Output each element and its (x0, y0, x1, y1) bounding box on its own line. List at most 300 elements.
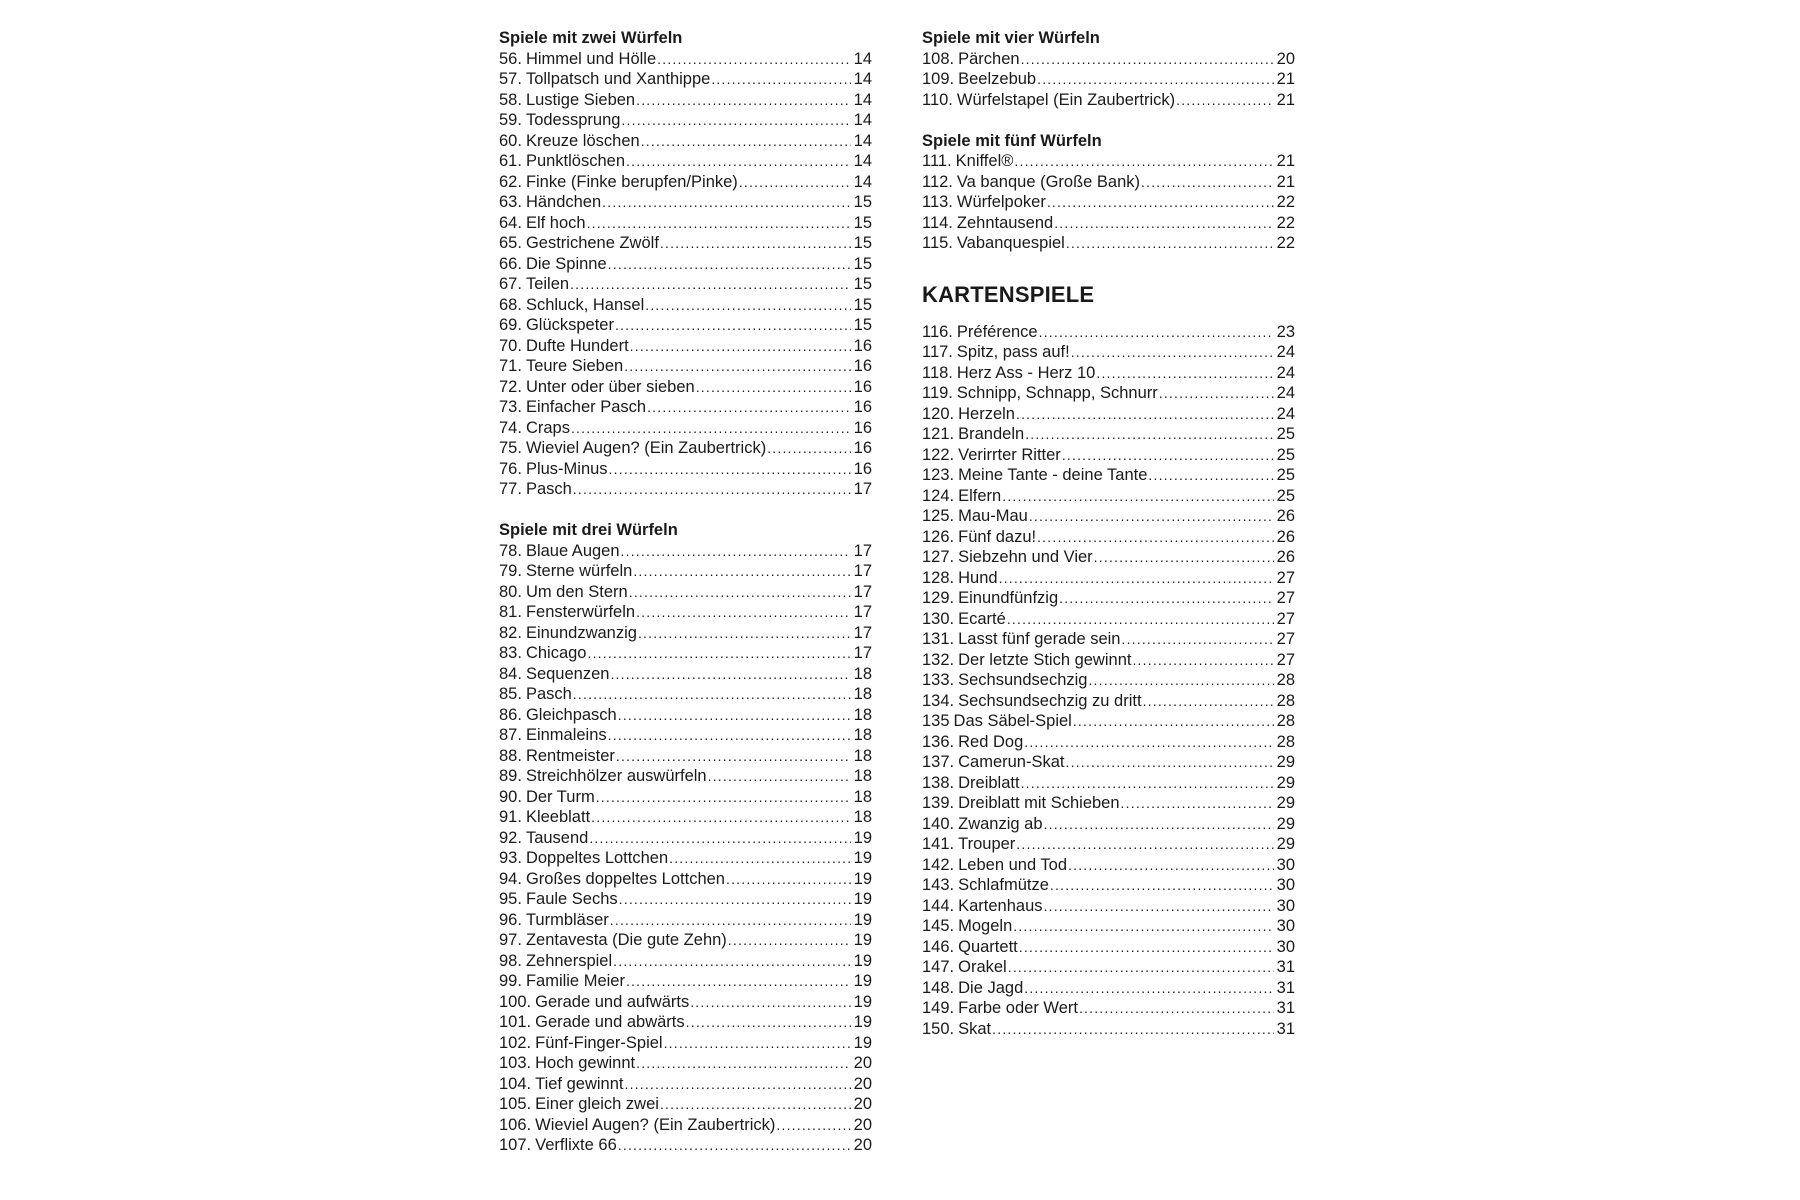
entry-number: 88. (499, 746, 522, 765)
entry-title: Herz Ass - Herz 10 (956, 363, 1096, 382)
entry-page-number: 18 (853, 767, 872, 785)
entry-title: Einundzwanzig (525, 623, 637, 642)
entry-number: 81. (499, 603, 522, 621)
dot-leader (616, 746, 851, 767)
entry-number: 65. (499, 234, 522, 252)
toc-entry (922, 752, 1295, 773)
entry-page-number: 16 (853, 398, 872, 416)
entry-number: 122. (922, 445, 955, 464)
entry-title: Rentmeister (525, 746, 615, 765)
entry-page-number: 24 (1276, 404, 1295, 423)
toc-entry (499, 623, 872, 644)
entry-page-number: 19 (853, 910, 872, 929)
entry-title: Quartett (958, 937, 1018, 956)
toc-section-spiele-mit-drei-wuerfeln (499, 520, 872, 1156)
dot-leader (696, 377, 851, 398)
chapter-heading: KARTENSPIELE (922, 281, 1095, 307)
entry-title: Unter oder über sieben (525, 377, 695, 396)
toc-entry (922, 322, 1295, 343)
dot-leader (613, 951, 850, 972)
entry-title: Familie Meier (525, 972, 625, 990)
entry-number: 93. (499, 849, 522, 867)
entry-number: 137. (922, 753, 955, 771)
entry-number: 74. (499, 418, 522, 437)
entry-number: 58. (499, 90, 522, 109)
entry-page-number: 22 (1276, 213, 1295, 232)
toc-entry (922, 151, 1295, 172)
entry-number: 111. (922, 152, 952, 170)
entry-page-number: 17 (853, 541, 872, 560)
dot-leader (596, 787, 851, 808)
entry-page-number: 31 (1276, 958, 1295, 976)
toc-entry (499, 233, 872, 254)
entry-page-number: 14 (853, 172, 872, 191)
entry-page-number: 21 (1276, 70, 1295, 88)
toc-entry (499, 910, 872, 931)
entry-number: 94. (499, 869, 522, 888)
entry-page-number: 29 (1276, 773, 1295, 792)
entry-title: Einer gleich zwei (535, 1095, 659, 1113)
toc-column-right (922, 28, 1295, 1039)
dot-leader (626, 971, 851, 992)
dot-leader (624, 356, 850, 377)
entry-page-number: 22 (1276, 193, 1295, 211)
entry-page-number: 14 (853, 49, 872, 68)
entry-title: Teure Sieben (525, 357, 624, 375)
toc-entry (922, 629, 1295, 650)
entry-title: Gleichpasch (525, 705, 617, 724)
dot-leader (610, 910, 851, 931)
entry-title: Streichhölzer auswürfeln (525, 767, 707, 785)
toc-entry (922, 213, 1295, 234)
dot-leader (1068, 855, 1274, 876)
toc-entry (499, 254, 872, 275)
dot-leader (1073, 711, 1274, 732)
entry-number: 69. (499, 316, 522, 334)
dot-leader (1044, 814, 1274, 835)
entry-number: 130. (922, 609, 955, 628)
entry-title: Händchen (525, 193, 602, 211)
entry-page-number: 21 (1276, 152, 1295, 170)
dot-leader (1013, 916, 1273, 937)
entry-page-number: 27 (1276, 568, 1295, 587)
entry-page-number: 15 (853, 193, 872, 211)
toc-entry (922, 547, 1295, 568)
entry-page-number: 15 (853, 295, 872, 314)
entry-page-number: 27 (1276, 630, 1295, 648)
entry-page-number: 17 (853, 623, 872, 642)
entry-page-number: 19 (853, 951, 872, 970)
dot-leader (587, 643, 850, 664)
entry-page-number: 17 (853, 644, 872, 662)
dot-leader (573, 479, 851, 500)
dot-leader (1176, 90, 1274, 111)
entry-number: 82. (499, 623, 522, 642)
dot-leader (636, 602, 851, 623)
dot-leader (636, 90, 851, 111)
toc-entry (922, 793, 1295, 814)
entry-number: 138. (922, 773, 955, 792)
entry-number: 136. (922, 732, 955, 751)
entry-title: Faule Sechs (525, 890, 618, 908)
entry-number: 145. (922, 917, 955, 935)
entry-number: 62. (499, 172, 522, 191)
entry-title: Brandeln (958, 425, 1025, 443)
toc-entry (922, 233, 1295, 254)
entry-title: Farbe oder Wert (958, 999, 1078, 1017)
entry-title: Tausend (525, 828, 589, 847)
entry-page-number: 28 (1276, 712, 1295, 730)
entry-number: 73. (499, 398, 522, 416)
dot-leader (1008, 957, 1274, 978)
toc-entry (922, 90, 1295, 111)
entry-page-number: 19 (853, 828, 872, 847)
dot-leader (610, 664, 850, 685)
entry-title: Plus-Minus (525, 459, 608, 478)
dot-leader (621, 541, 851, 562)
entry-number: 135 (922, 712, 950, 730)
dot-leader (608, 725, 851, 746)
entry-page-number: 25 (1276, 445, 1295, 464)
dot-leader (608, 254, 851, 275)
dot-leader (1143, 691, 1274, 712)
dot-leader (630, 336, 851, 357)
entry-page-number: 19 (853, 931, 872, 949)
entry-page-number: 21 (1276, 172, 1295, 191)
entry-number: 147. (922, 958, 955, 976)
dot-leader (1066, 233, 1274, 254)
toc-entry (499, 992, 872, 1013)
toc-entry (499, 930, 872, 951)
toc-entry (922, 69, 1295, 90)
entry-number: 117. (922, 343, 953, 361)
toc-entry (922, 172, 1295, 193)
entry-page-number: 18 (853, 705, 872, 724)
entry-page-number: 15 (853, 213, 872, 232)
toc-entry (499, 1135, 872, 1156)
entry-number: 139. (922, 794, 955, 812)
entry-page-number: 16 (853, 377, 872, 396)
entry-number: 105. (499, 1095, 532, 1113)
entry-page-number: 18 (853, 787, 872, 806)
toc-entry (922, 937, 1295, 958)
entry-number: 133. (922, 671, 955, 689)
dot-leader (711, 69, 850, 90)
entry-page-number: 14 (853, 90, 872, 109)
dot-leader (1016, 834, 1273, 855)
toc-entry (499, 1012, 872, 1033)
dot-leader (1071, 342, 1274, 363)
dot-leader (708, 766, 851, 787)
toc-entry (499, 1053, 872, 1074)
entry-title: Lustige Sieben (525, 90, 636, 109)
dot-leader (767, 438, 850, 459)
toc-entry (499, 336, 872, 357)
entry-page-number: 30 (1276, 937, 1295, 956)
toc-entry (499, 705, 872, 726)
entry-page-number: 29 (1276, 794, 1295, 812)
toc-entry (499, 828, 872, 849)
dot-leader (1037, 527, 1274, 548)
toc-section-spiele-mit-fuenf-wuerfeln (922, 131, 1295, 254)
entry-number: 68. (499, 295, 522, 314)
toc-entry (499, 377, 872, 398)
entry-number: 64. (499, 213, 522, 232)
dot-leader (621, 110, 850, 131)
entry-title: Zehnerspiel (525, 951, 613, 970)
section-heading: Spiele mit zwei Würfeln (499, 29, 683, 47)
entry-page-number: 31 (1276, 1019, 1295, 1038)
toc-entry (922, 916, 1295, 937)
entry-title: Leben und Tod (958, 855, 1068, 874)
entry-title: Himmel und Hölle (525, 49, 657, 68)
entry-page-number: 20 (853, 1074, 872, 1093)
entry-page-number: 16 (853, 439, 872, 457)
toc-entry (499, 766, 872, 787)
entry-page-number: 25 (1276, 425, 1295, 443)
entry-page-number: 19 (853, 849, 872, 867)
entry-number: 140. (922, 814, 955, 833)
toc-entry (499, 69, 872, 90)
entry-number: 101. (499, 1013, 532, 1031)
entry-page-number: 16 (853, 418, 872, 437)
entry-title: Siebzehn und Vier (958, 548, 1093, 566)
toc-entry (922, 1019, 1295, 1040)
toc-entry (499, 172, 872, 193)
entry-number: 92. (499, 828, 522, 847)
toc-entry (922, 465, 1295, 486)
entry-title: Einfacher Pasch (525, 398, 647, 416)
toc-section-spiele-mit-zwei-wuerfeln (499, 28, 872, 500)
toc-entry (499, 664, 872, 685)
entry-title: Zwanzig ab (958, 814, 1043, 833)
entry-title: Pärchen (958, 49, 1020, 68)
entry-title: Zehntausend (956, 213, 1054, 232)
dot-leader (1037, 69, 1274, 90)
toc-entry (922, 896, 1295, 917)
dot-leader (1079, 998, 1274, 1019)
toc-entry (922, 527, 1295, 548)
entry-number: 66. (499, 254, 522, 273)
toc-entry (922, 978, 1295, 999)
dot-leader (1050, 875, 1274, 896)
toc-entry (922, 192, 1295, 213)
entry-page-number: 18 (853, 746, 872, 765)
toc-entry (922, 875, 1295, 896)
toc-entry (499, 213, 872, 234)
entry-title: Wieviel Augen? (Ein Zaubertrick) (525, 439, 767, 457)
entry-title: Zentavesta (Die gute Zehn) (525, 931, 727, 949)
entry-page-number: 29 (1276, 814, 1295, 833)
dot-leader (589, 828, 850, 849)
entry-number: 71. (499, 357, 522, 375)
entry-page-number: 26 (1276, 507, 1295, 525)
entry-page-number: 27 (1276, 650, 1295, 669)
toc-entry (499, 418, 872, 439)
entry-title: Blaue Augen (525, 541, 620, 560)
entry-number: 132. (922, 650, 955, 669)
entry-title: Elfern (958, 486, 1002, 505)
dot-leader (1019, 937, 1274, 958)
entry-number: 150. (922, 1019, 955, 1038)
entry-number: 123. (922, 466, 955, 484)
dot-leader (615, 315, 851, 336)
dot-leader (1024, 732, 1273, 753)
entry-page-number: 26 (1276, 527, 1295, 546)
entry-number: 112. (922, 172, 953, 191)
entry-number: 120. (922, 404, 955, 423)
entry-title: Sechsundsechzig (958, 671, 1088, 689)
entry-page-number: 19 (853, 890, 872, 908)
entry-page-number: 20 (1276, 49, 1295, 68)
entry-number: 96. (499, 910, 522, 929)
entry-number: 107. (499, 1136, 532, 1154)
entry-page-number: 17 (853, 603, 872, 621)
dot-leader (1062, 445, 1274, 466)
entry-title: Turmbläser (525, 910, 609, 929)
toc-entry (499, 602, 872, 623)
entry-title: Der letzte Stich gewinnt (958, 650, 1132, 669)
entry-page-number: 14 (853, 131, 872, 150)
entry-page-number: 14 (853, 152, 872, 170)
entry-number: 102. (499, 1033, 532, 1052)
entry-title: Red Dog (958, 732, 1024, 751)
dot-leader (686, 1012, 851, 1033)
entry-page-number: 17 (853, 562, 872, 580)
entry-number: 116. (922, 322, 953, 341)
entry-page-number: 15 (853, 275, 872, 293)
dot-leader (1121, 629, 1273, 650)
entry-page-number: 30 (1276, 917, 1295, 935)
entry-title: Schluck, Hansel (525, 295, 645, 314)
entry-number: 124. (922, 486, 955, 505)
dot-leader (619, 889, 851, 910)
entry-title: Finke (Finke berupfen/Pinke) (525, 172, 738, 191)
section-heading: Spiele mit vier Würfeln (922, 29, 1100, 47)
dot-leader (633, 561, 850, 582)
dot-leader (571, 418, 851, 439)
dot-leader (1141, 172, 1274, 193)
dot-leader (1021, 49, 1274, 70)
toc-entry (499, 807, 872, 828)
entry-page-number: 18 (853, 664, 872, 683)
entry-title: Um den Stern (525, 582, 628, 601)
entry-title: Camerun-Skat (958, 753, 1065, 771)
entry-number: 125. (922, 507, 955, 525)
entry-page-number: 18 (853, 685, 872, 703)
entry-page-number: 15 (853, 234, 872, 252)
entry-title: Großes doppeltes Lottchen (525, 869, 725, 888)
entry-page-number: 25 (1276, 466, 1295, 484)
dot-leader (618, 1135, 851, 1156)
entry-title: Gerade und aufwärts (535, 992, 690, 1011)
entry-number: 95. (499, 890, 522, 908)
toc-entry (499, 90, 872, 111)
entry-number: 106. (499, 1115, 532, 1134)
dot-leader (629, 582, 851, 603)
entry-page-number: 20 (853, 1136, 872, 1154)
dot-leader (1054, 213, 1273, 234)
toc-entry (922, 506, 1295, 527)
entry-title: Sequenzen (525, 664, 610, 683)
entry-number: 127. (922, 548, 955, 566)
dot-leader (1039, 322, 1274, 343)
entry-title: Pasch (525, 685, 572, 703)
dot-leader (626, 151, 851, 172)
entry-page-number: 22 (1276, 234, 1295, 252)
toc-section-kartenspiele (922, 280, 1295, 1040)
toc-entry (499, 869, 872, 890)
entry-title: Dreiblatt mit Schieben (958, 794, 1120, 812)
toc-entry (499, 438, 872, 459)
entry-title: Herzeln (958, 404, 1015, 423)
entry-title: Ecarté (958, 609, 1006, 628)
entry-title: Tief gewinnt (535, 1074, 624, 1093)
entry-page-number: 30 (1276, 896, 1295, 915)
entry-page-number: 15 (853, 254, 872, 273)
toc-entry (499, 1115, 872, 1136)
dot-leader (1096, 363, 1273, 384)
entry-number: 56. (499, 49, 522, 68)
entry-number: 128. (922, 568, 955, 587)
toc-entry (922, 691, 1295, 712)
entry-page-number: 28 (1276, 691, 1295, 710)
entry-title: Der Turm (525, 787, 595, 806)
entry-number: 108. (922, 49, 955, 68)
dot-leader (1029, 506, 1274, 527)
toc-entry (922, 650, 1295, 671)
toc-entry (499, 110, 872, 131)
toc-entry (922, 424, 1295, 445)
entry-page-number: 24 (1276, 384, 1295, 402)
entry-page-number: 29 (1276, 753, 1295, 771)
entry-number: 146. (922, 937, 955, 956)
entry-number: 84. (499, 664, 522, 683)
dot-leader (657, 49, 850, 70)
toc-entry (922, 49, 1295, 70)
dot-leader (570, 274, 851, 295)
dot-leader (690, 992, 850, 1013)
entry-number: 121. (922, 425, 955, 443)
toc-entry (499, 725, 872, 746)
dot-leader (664, 1033, 851, 1054)
toc-entry (499, 1094, 872, 1115)
entry-number: 90. (499, 787, 522, 806)
entry-title: Hund (958, 568, 998, 587)
entry-number: 100. (499, 992, 532, 1011)
entry-page-number: 18 (853, 726, 872, 744)
entry-number: 110. (922, 90, 953, 109)
entry-number: 83. (499, 644, 522, 662)
entry-title: Teilen (525, 275, 570, 293)
entry-title: Sterne würfeln (525, 562, 633, 580)
entry-page-number: 18 (853, 808, 872, 826)
toc-entry (922, 363, 1295, 384)
toc-entry (499, 1074, 872, 1095)
entry-page-number: 14 (853, 111, 872, 129)
entry-title: Va banque (Große Bank) (956, 172, 1141, 191)
entry-title: Dreiblatt (958, 773, 1020, 792)
toc-entry (499, 684, 872, 705)
entry-number: 79. (499, 562, 522, 580)
dot-leader (1002, 486, 1273, 507)
dot-leader (624, 1074, 850, 1095)
dot-leader (1021, 773, 1274, 794)
entry-page-number: 19 (853, 1013, 872, 1031)
section-heading: Spiele mit drei Würfeln (499, 521, 678, 539)
toc-entry (922, 445, 1295, 466)
toc-entry (922, 588, 1295, 609)
